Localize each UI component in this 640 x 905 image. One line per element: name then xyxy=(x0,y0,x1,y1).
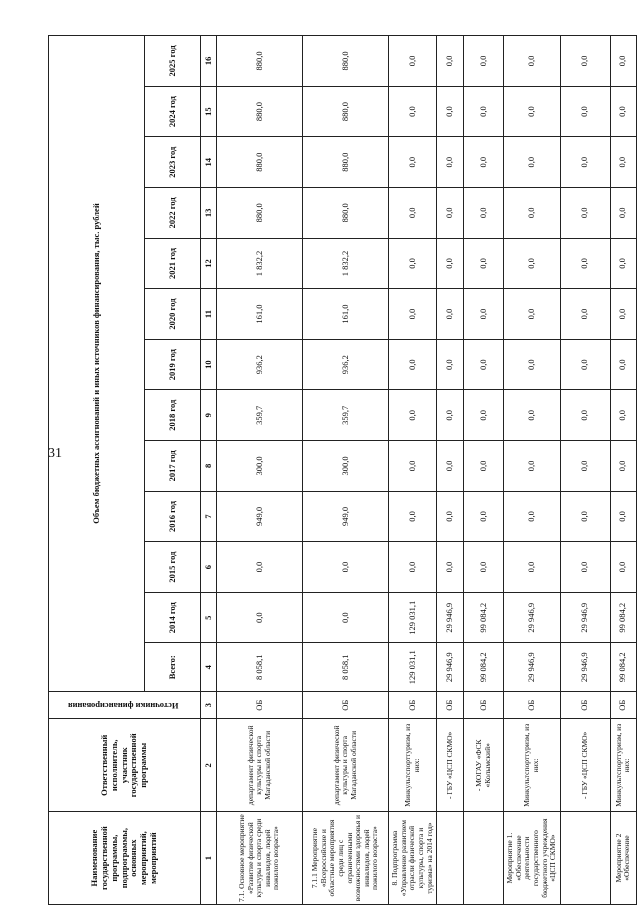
table-row xyxy=(217,36,303,905)
row-executor: Минкультспорттуризм, из них: xyxy=(504,719,561,812)
row-source: ОБ xyxy=(389,692,437,719)
header-year: 2025 год xyxy=(145,36,201,87)
row-value: 29 946,9 xyxy=(504,592,561,643)
header-year: 2023 год xyxy=(145,137,201,188)
header-year: 2021 год xyxy=(145,238,201,289)
row-value: 0,0 xyxy=(464,86,504,137)
column-number: 12 xyxy=(201,238,217,289)
column-number: 15 xyxy=(201,86,217,137)
row-value: 0,0 xyxy=(610,36,636,87)
column-number: 1 xyxy=(201,812,217,905)
row-value: 0,0 xyxy=(217,592,303,643)
row-value: 0,0 xyxy=(389,390,437,441)
header-source: Источники финансирования xyxy=(67,701,179,712)
row-value: 0,0 xyxy=(560,36,610,87)
table-row xyxy=(389,36,437,905)
row-value: 0,0 xyxy=(464,542,504,593)
row-executor: - МОГАУ «ФСК «Колымский» xyxy=(464,719,504,812)
header-year: 2015 год xyxy=(145,542,201,593)
row-value: 0,0 xyxy=(389,36,437,87)
row-value: 29 946,9 xyxy=(437,592,464,643)
row-value: 359,7 xyxy=(217,390,303,441)
row-name xyxy=(560,812,610,905)
row-value: 0,0 xyxy=(464,339,504,390)
row-value: 0,0 xyxy=(217,542,303,593)
row-value: 0,0 xyxy=(560,491,610,542)
row-executor: - ГБУ «ЦСП СКМО» xyxy=(560,719,610,812)
row-value: 0,0 xyxy=(303,592,389,643)
row-value: 0,0 xyxy=(389,491,437,542)
column-number: 5 xyxy=(201,592,217,643)
row-value: 300,0 xyxy=(303,441,389,492)
row-executor: департамент физической культуры и спорта Магаданской области xyxy=(217,719,303,812)
header-exec: Ответственный исполнитель, участник государственной программы xyxy=(49,719,201,812)
row-value: 0,0 xyxy=(464,390,504,441)
row-name: 7.1.1 Мероприятие «Всероссийские и областные мероприятия среди лиц с ограниченными возможностями здоровья и инвалидов, людей пожилого возраста» xyxy=(303,812,389,905)
row-value: 0,0 xyxy=(610,238,636,289)
row-value: 0,0 xyxy=(560,86,610,137)
table-row xyxy=(504,36,561,905)
row-value: 0,0 xyxy=(464,36,504,87)
row-value: 0,0 xyxy=(560,390,610,441)
row-value: 99 084,2 xyxy=(464,592,504,643)
row-value: 99 084,2 xyxy=(464,643,504,692)
row-value: 949,0 xyxy=(217,491,303,542)
row-value: 0,0 xyxy=(504,491,561,542)
row-value: 880,0 xyxy=(217,188,303,239)
row-value: 880,0 xyxy=(303,137,389,188)
row-value: 0,0 xyxy=(437,238,464,289)
row-value: 300,0 xyxy=(217,441,303,492)
row-value: 99 084,2 xyxy=(610,592,636,643)
row-value: 0,0 xyxy=(560,238,610,289)
header-year: 2024 год xyxy=(145,86,201,137)
row-value: 0,0 xyxy=(437,542,464,593)
row-value: 0,0 xyxy=(437,441,464,492)
row-value: 0,0 xyxy=(560,188,610,239)
row-value: 0,0 xyxy=(389,339,437,390)
row-value: 0,0 xyxy=(610,441,636,492)
row-value: 0,0 xyxy=(610,188,636,239)
row-value: 0,0 xyxy=(389,542,437,593)
row-value: 880,0 xyxy=(217,36,303,87)
row-value: 8 058,1 xyxy=(303,643,389,692)
row-value: 936,2 xyxy=(303,339,389,390)
row-source: ОБ xyxy=(464,692,504,719)
row-source: ОБ xyxy=(504,692,561,719)
row-value: 880,0 xyxy=(303,86,389,137)
row-value: 29 946,9 xyxy=(560,592,610,643)
row-value: 0,0 xyxy=(504,289,561,340)
row-source: ОБ xyxy=(437,692,464,719)
row-value: 0,0 xyxy=(389,86,437,137)
row-value: 0,0 xyxy=(560,339,610,390)
row-value: 0,0 xyxy=(610,390,636,441)
row-value: 0,0 xyxy=(437,36,464,87)
row-value: 949,0 xyxy=(303,491,389,542)
rotated-table-area xyxy=(48,35,632,905)
column-number: 2 xyxy=(201,719,217,812)
header-name: Наименование государственной программы, подпрограммы, основных мероприятий, мероприятий xyxy=(49,812,201,905)
row-value: 99 084,2 xyxy=(610,643,636,692)
funding-table xyxy=(48,35,637,905)
column-number: 9 xyxy=(201,390,217,441)
row-value: 0,0 xyxy=(389,238,437,289)
row-value: 0,0 xyxy=(504,238,561,289)
row-value: 359,7 xyxy=(303,390,389,441)
row-value: 0,0 xyxy=(437,188,464,239)
row-value: 1 832,2 xyxy=(217,238,303,289)
row-value: 880,0 xyxy=(303,188,389,239)
row-value: 0,0 xyxy=(464,238,504,289)
column-number: 3 xyxy=(201,692,217,719)
header-year: 2022 год xyxy=(145,188,201,239)
row-value: 0,0 xyxy=(437,339,464,390)
row-value: 0,0 xyxy=(437,289,464,340)
row-source: ОБ xyxy=(560,692,610,719)
row-name: Мероприятие 2 «Обеспечение xyxy=(610,812,636,905)
row-value: 0,0 xyxy=(389,188,437,239)
row-value: 0,0 xyxy=(610,289,636,340)
header-year: 2017 год xyxy=(145,441,201,492)
column-number: 14 xyxy=(201,137,217,188)
header-year: 2018 год xyxy=(145,390,201,441)
column-number: 8 xyxy=(201,441,217,492)
row-value: 936,2 xyxy=(217,339,303,390)
header-funding-title: Объем бюджетных ассигнований и иных источников финансирования, тыс. рублей xyxy=(49,36,145,692)
row-value: 0,0 xyxy=(504,339,561,390)
row-name xyxy=(437,812,464,905)
table-row xyxy=(560,36,610,905)
row-value: 8 058,1 xyxy=(217,643,303,692)
row-executor: Минкультспорттуризм, из них: xyxy=(389,719,437,812)
row-executor: департамент физической культуры и спорта Магаданской области xyxy=(303,719,389,812)
column-number: 13 xyxy=(201,188,217,239)
row-value: 0,0 xyxy=(437,491,464,542)
row-value: 0,0 xyxy=(504,36,561,87)
row-value: 0,0 xyxy=(303,542,389,593)
row-value: 0,0 xyxy=(610,339,636,390)
row-value: 0,0 xyxy=(504,188,561,239)
column-number: 7 xyxy=(201,491,217,542)
column-number: 6 xyxy=(201,542,217,593)
row-value: 0,0 xyxy=(610,491,636,542)
header-total: Всего: xyxy=(145,643,201,692)
row-value: 0,0 xyxy=(464,289,504,340)
row-value: 0,0 xyxy=(610,137,636,188)
row-value: 0,0 xyxy=(504,441,561,492)
row-value: 0,0 xyxy=(437,390,464,441)
column-number: 10 xyxy=(201,339,217,390)
row-value: 29 946,9 xyxy=(560,643,610,692)
row-value: 0,0 xyxy=(464,188,504,239)
column-number: 16 xyxy=(201,36,217,87)
row-value: 29 946,9 xyxy=(437,643,464,692)
row-executor: - ГБУ «ЦСП СКМО» xyxy=(437,719,464,812)
row-value: 0,0 xyxy=(464,491,504,542)
row-value: 0,0 xyxy=(437,86,464,137)
row-value: 29 946,9 xyxy=(504,643,561,692)
header-year: 2014 год xyxy=(145,592,201,643)
row-name: Мероприятие 1. «Обеспечение деятельности государственного бюджетного учреждения «ЦСП СКМО» xyxy=(504,812,561,905)
column-number: 4 xyxy=(201,643,217,692)
row-value: 0,0 xyxy=(504,86,561,137)
row-name: 8. Подпрограмма «Управление развитием отрасли физической культуры, спорта и туризма» на 2014 год» xyxy=(389,812,437,905)
row-name: 7.1. Основное мероприятие «Развитие физической культуры и спорта среди инвалидов, людей пожилого возраста» xyxy=(217,812,303,905)
row-value: 0,0 xyxy=(464,137,504,188)
row-value: 0,0 xyxy=(504,390,561,441)
row-value: 0,0 xyxy=(389,441,437,492)
row-value: 0,0 xyxy=(464,441,504,492)
row-value: 129 031,1 xyxy=(389,643,437,692)
table-row xyxy=(303,36,389,905)
row-value: 0,0 xyxy=(560,289,610,340)
row-value: 0,0 xyxy=(389,289,437,340)
row-value: 0,0 xyxy=(560,441,610,492)
table-row xyxy=(610,36,636,905)
row-value: 880,0 xyxy=(217,137,303,188)
page-number: 31 xyxy=(48,446,62,461)
row-value: 0,0 xyxy=(560,137,610,188)
header-year: 2016 год xyxy=(145,491,201,542)
row-source: ОБ xyxy=(303,692,389,719)
header-year: 2020 год xyxy=(145,289,201,340)
row-value: 1 832,2 xyxy=(303,238,389,289)
row-value: 880,0 xyxy=(217,86,303,137)
row-value: 161,0 xyxy=(303,289,389,340)
row-value: 0,0 xyxy=(610,86,636,137)
row-value: 0,0 xyxy=(389,137,437,188)
row-value: 0,0 xyxy=(504,137,561,188)
row-value: 129 031,1 xyxy=(389,592,437,643)
row-executor: Минкультспорттуризм, из них: xyxy=(610,719,636,812)
row-source: ОБ xyxy=(610,692,636,719)
row-value: 161,0 xyxy=(217,289,303,340)
header-source-cell xyxy=(49,692,201,719)
row-value: 0,0 xyxy=(437,137,464,188)
row-value: 0,0 xyxy=(560,542,610,593)
row-value: 0,0 xyxy=(610,542,636,593)
column-number: 11 xyxy=(201,289,217,340)
row-value: 880,0 xyxy=(303,36,389,87)
row-name xyxy=(464,812,504,905)
header-year: 2019 год xyxy=(145,339,201,390)
row-source: ОБ xyxy=(217,692,303,719)
row-value: 0,0 xyxy=(504,542,561,593)
table-row xyxy=(437,36,464,905)
table-row xyxy=(464,36,504,905)
